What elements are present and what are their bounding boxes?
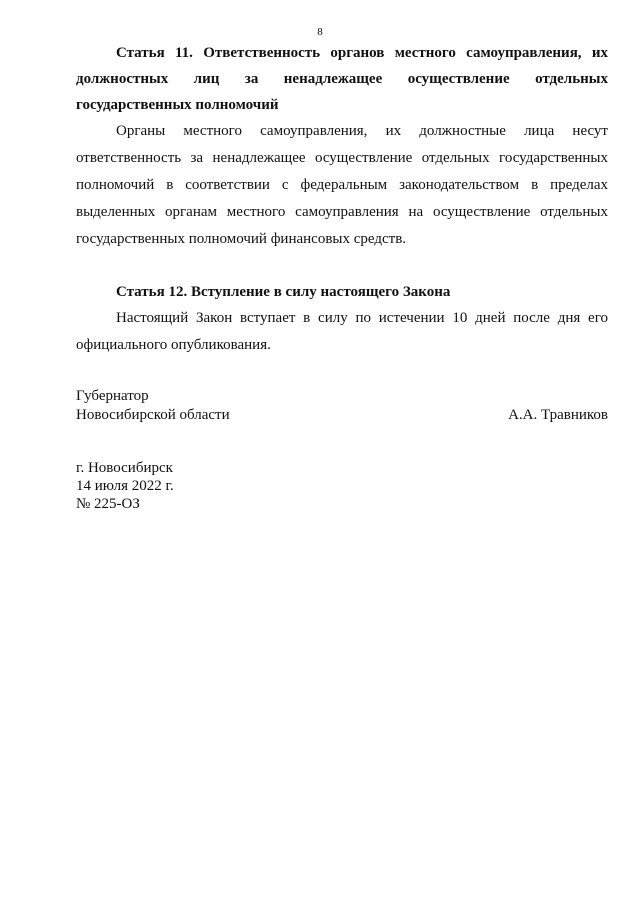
signatory-name: А.А. Травников bbox=[508, 407, 608, 423]
signature-row bbox=[76, 406, 608, 425]
document-body bbox=[76, 40, 608, 359]
article-12-title: Статья 12. Вступление в силу настоящего Закона bbox=[116, 284, 451, 300]
law-number: № 225-ОЗ bbox=[76, 496, 140, 512]
signature-block bbox=[76, 387, 608, 425]
signatory-position-line2: Новосибирской области bbox=[76, 407, 230, 423]
article-12-text: Настоящий Закон вступает в силу по истечении 10 дней после дня его официального опубликования. bbox=[76, 310, 608, 353]
article-12 bbox=[76, 279, 608, 359]
city: г. Новосибирск bbox=[76, 460, 173, 476]
signatory-position-line1: Губернатор bbox=[76, 388, 149, 404]
article-11-title: Статья 11. Ответственность органов местного самоуправления, их должностных лиц за ненадлежащее осуществление отдельных государственных полномочий bbox=[76, 45, 608, 113]
law-date: 14 июля 2022 г. bbox=[76, 478, 174, 494]
page-number: 8 bbox=[317, 26, 323, 38]
article-11 bbox=[76, 40, 608, 253]
article-11-text: Органы местного самоуправления, их должностные лица несут ответственность за ненадлежащее осуществление отдельных государственных полномочий в соответствии с федеральным законодательством в пределах выделенных органам местного самоуправления на осуществление отдельных государственных полномочий финансовых средств. bbox=[76, 123, 608, 247]
place-date-block bbox=[76, 459, 174, 513]
